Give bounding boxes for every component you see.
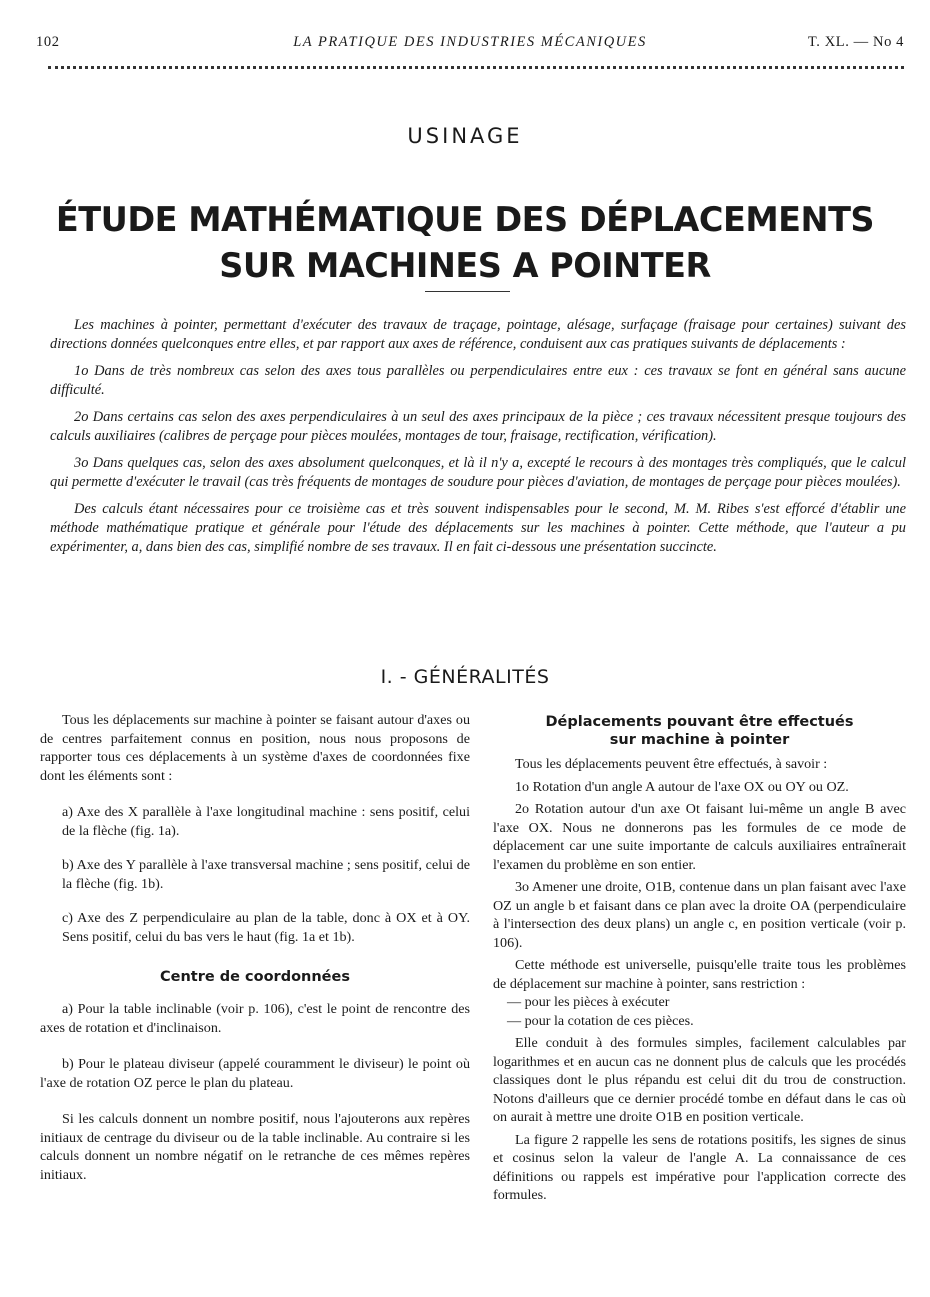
dash-item: — pour les pièces à exécuter	[507, 994, 670, 1010]
article-title	[0, 197, 930, 289]
page-number: 102	[36, 34, 60, 50]
paragraph: Tous les déplacements peuvent être effectués, à savoir :	[515, 756, 828, 772]
paragraph: a) Pour la table inclinable (voir p. 106), c'est le point de rencontre des axes de rotation et d'inclinaison.	[40, 1001, 470, 1036]
subheading-line-2: sur machine à pointer	[609, 732, 790, 748]
axis-z-definition: c) Axe des Z perpendiculaire au plan de la table, donc à OX et à OY. Sens positif, celui du bas vers le haut (fig. 1a et 1b).	[62, 910, 470, 945]
paragraph: Si les calculs donnent un nombre positif, nous l'ajouterons aux repères initiaux de centrage du diviseur ou de la table inclinable. Au contraire si les calculs donnent un nombre négatif on le retranche de ces mêmes repères initiaux.	[40, 1111, 470, 1183]
left-column	[40, 711, 470, 1184]
generalites-heading: I. - GÉNÉRALITÉS	[380, 666, 550, 688]
dash-item: — pour la cotation de ces pièces.	[507, 1012, 694, 1029]
intro-paragraph: Des calculs étant nécessaires pour ce troisième cas et très souvent indispensables pour le second, M. M. Ribes s'est efforcé d'établir une méthode mathématique pratique et générale pour l'étude des déplacements sur les machines à pointer. Cette méthode, que l'auteur a pu expérimenter, a, dans bien des cas, simplifié nombre de ses travaux. Il en fait ci-dessous une présentation succincte.	[50, 501, 906, 555]
intro-paragraph: 1o Dans de très nombreux cas selon des axes tous parallèles ou perpendiculaires entre eux : ces travaux se font en général sans aucune difficulté.	[50, 363, 906, 398]
header-divider	[48, 66, 904, 69]
title-divider	[425, 291, 510, 292]
intro-paragraph: 2o Dans certains cas selon des axes perpendiculaires à un seul des axes principaux de la pièce ; ces travaux nécessitent presque toujours des calculs auxiliaires (calibres de perçage pour pièces moulées, montages de tour, fraisage, rectification, vérification).	[50, 409, 906, 444]
paragraph: b) Pour le plateau diviseur (appelé couramment le diviseur) le point où l'axe de rotation OZ perce le plan du plateau.	[40, 1056, 470, 1091]
paragraph: Elle conduit à des formules simples, facilement calculables par logarithmes et en aucun cas ne donnent plus de calculs que les procédés classiques dont le plus répandu est celui dit du trou de construction. Notons d'ailleurs que ce dernier procédé tombe en défaut dans le cas où on aurait à mettre une droite O1B en position verticale.	[493, 1035, 906, 1125]
axis-y-definition: b) Axe des Y parallèle à l'axe transversal machine ; sens positif, celui de la flèche (fig. 1b).	[62, 857, 470, 892]
list-item: 2o Rotation autour d'un axe Ot faisant lui-même un angle B avec l'axe OX. Nous ne donnerons pas les formules de ce mode de déplacement car une suite importante de calculs auxiliaires entraînerait l'examen du problème en son entier.	[493, 801, 906, 873]
intro-paragraph: Les machines à pointer, permettant d'exécuter des travaux de traçage, pointage, alésage, surfaçage (fraisage pour certaines) suivant des directions données quelconques entre elles, et par rapport aux axes de référence, conduisent aux cas pratiques suivants de déplacements :	[50, 317, 906, 352]
subheading-line-1: Déplacements pouvant être effectués	[545, 714, 854, 730]
paragraph: Tous les déplacements sur machine à pointer se faisant autour d'axes ou de centres parfaitement connus en position, nous nous proposons de rapporter tous ces déplacements à un système d'axes de coordonnées fixe dont les éléments sont :	[40, 712, 470, 784]
axis-x-definition: a) Axe des X parallèle à l'axe longitudinal machine : sens positif, celui de la flèche (fig. 1a).	[62, 804, 470, 839]
issue-number: T. XL. — No 4	[807, 34, 904, 50]
title-line-1: ÉTUDE MATHÉMATIQUE DES DÉPLACEMENTS	[55, 200, 875, 239]
section-label: USINAGE	[407, 124, 523, 148]
list-item: 3o Amener une droite, O1B, contenue dans un plan faisant avec l'axe OZ un angle b et faisant dans ce plan avec la droite OA (perpendiculaire à l'intersection des deux plans) un angle c, en position verticale (voir p. 106).	[493, 879, 906, 951]
paragraph: Cette méthode est universelle, puisqu'elle traite tous les problèmes de déplacement sur machine à pointer, sans restriction :	[493, 957, 906, 992]
right-column	[493, 711, 906, 1205]
list-item: 1o Rotation d'un angle A autour de l'axe OX ou OY ou OZ.	[515, 778, 849, 795]
title-line-2: SUR MACHINES A POINTER	[219, 246, 711, 285]
subheading-deplacements	[493, 713, 906, 749]
journal-title: LA PRATIQUE DES INDUSTRIES MÉCANIQUES	[293, 34, 647, 50]
intro-abstract	[50, 316, 906, 565]
paragraph: La figure 2 rappelle les sens de rotations positifs, les signes de sinus et cosinus selon la valeur de l'angle A. La connaissance de ces définitions ou rappels est impérative pour l'application correcte des formules.	[493, 1131, 906, 1203]
subheading-centre: Centre de coordonnées	[160, 969, 350, 985]
intro-paragraph: 3o Dans quelques cas, selon des axes absolument quelconques, et là il n'y a, excepté le recours à des montages très compliqués, que le calcul qui permette d'exécuter le travail (cas très fréquents de montages de soudure pour pièces d'aviation, de montages de perçage pour pièces moulées).	[50, 455, 906, 490]
running-header	[36, 34, 904, 56]
